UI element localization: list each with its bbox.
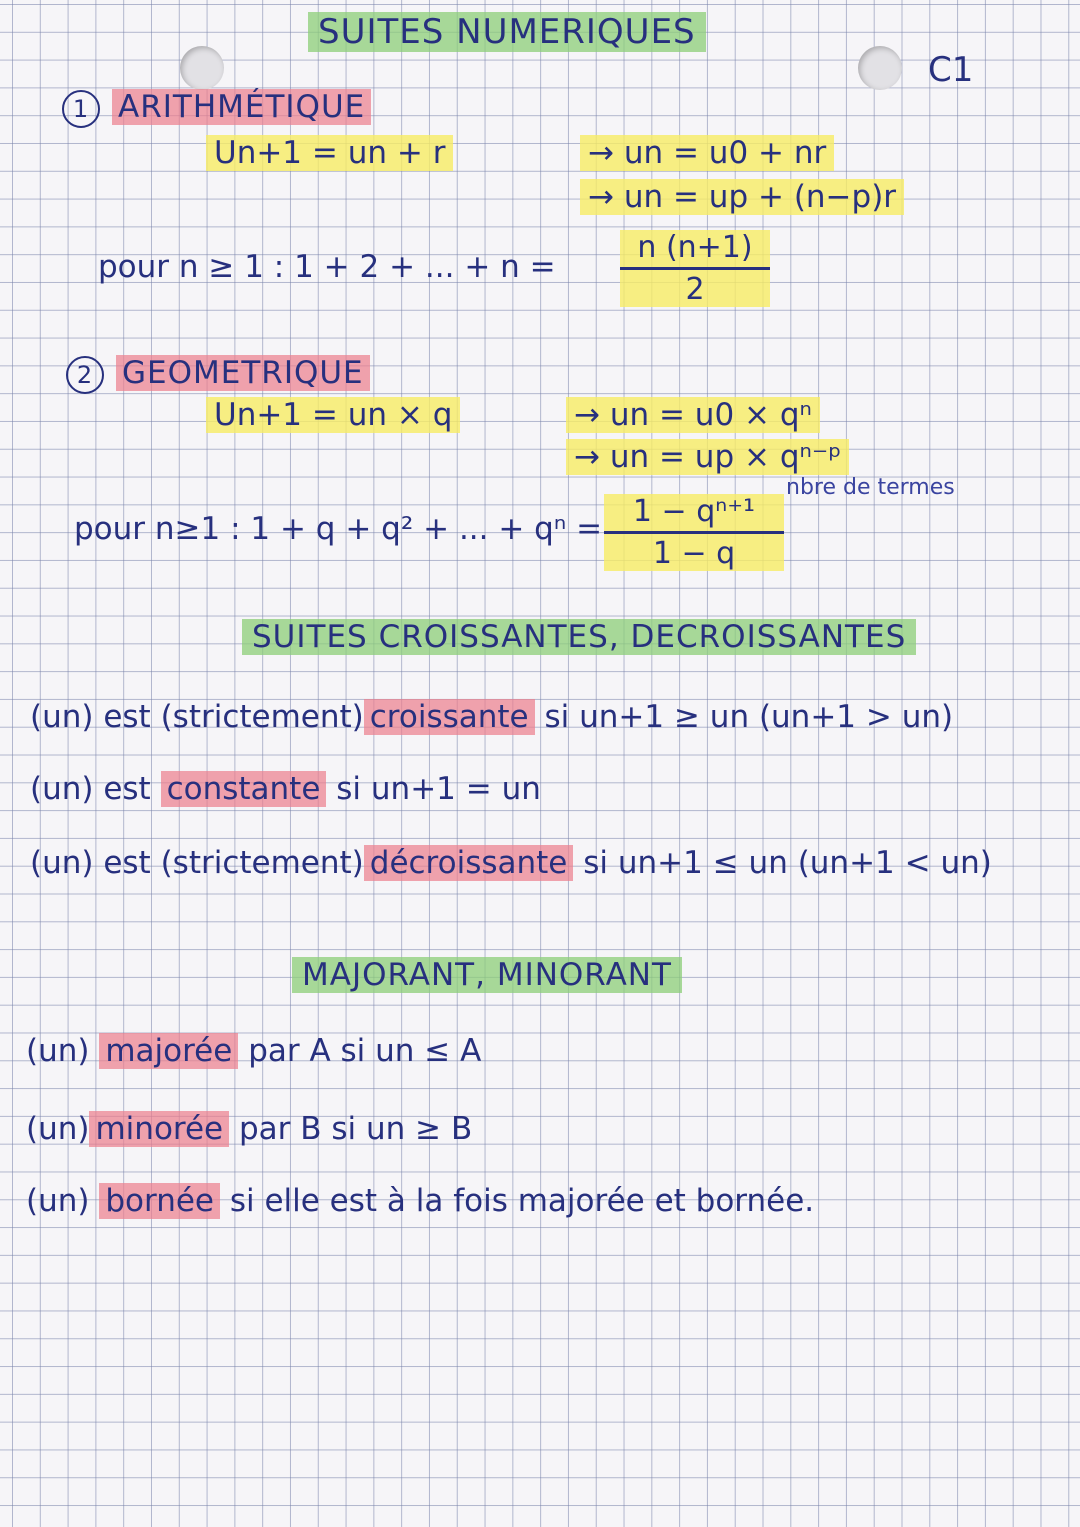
arithmetic-formula-1: → un = u0 + nr <box>580 136 834 170</box>
fraction-numerator: n (n+1) <box>637 230 753 265</box>
fraction-numerator: 1 − qⁿ⁺¹ <box>632 494 756 529</box>
geometric-formula-1: → un = u0 × qⁿ <box>566 398 820 432</box>
monotony-line-increasing: (un) est (strictement) croissante si un+1 ≥ un (un+1 > un) <box>30 699 954 735</box>
corner-label: C1 <box>928 50 974 90</box>
fraction-bar <box>604 531 784 534</box>
bounds-line-majoree: (un) majorée par A si un ≤ A <box>26 1033 482 1069</box>
geometric-formula-2: → un = up × qⁿ⁻ᵖ <box>566 440 849 474</box>
fraction-bar <box>620 267 770 270</box>
bounds-line-minoree: (un) minorée par B si un ≥ B <box>26 1111 473 1147</box>
arithmetic-definition: Un+1 = un + r <box>206 136 453 170</box>
bounds-heading: MAJORANT, MINORANT <box>292 958 682 992</box>
bounds-line-bornee: (un) bornée si elle est à la fois majorée et bornée. <box>26 1183 815 1219</box>
geometric-note: nbre de termes <box>786 475 955 500</box>
section-number-1: 1 <box>62 90 100 128</box>
monotony-heading: SUITES CROISSANTES, DECROISSANTES <box>242 620 916 654</box>
monotony-line-constant: (un) est constante si un+1 = un <box>30 771 541 807</box>
section-number-2: 2 <box>66 356 104 394</box>
arithmetic-sum: pour n ≥ 1 : 1 + 2 + ... + n = <box>98 249 556 285</box>
geometric-definition: Un+1 = un × q <box>206 398 460 432</box>
fraction-denominator: 2 <box>685 272 705 307</box>
fraction-denominator: 1 − q <box>652 536 736 571</box>
arithmetic-sum-fraction <box>620 230 770 307</box>
geometric-sum-fraction <box>604 494 784 571</box>
geometric-sum: pour n≥1 : 1 + q + q² + ... + qⁿ = <box>74 511 603 547</box>
page-title: SUITES NUMERIQUES <box>308 14 706 51</box>
arithmetic-formula-2: → un = up + (n−p)r <box>580 180 904 214</box>
geometric-heading: 2 GEOMETRIQUE <box>66 356 370 394</box>
punch-hole-right <box>858 46 902 90</box>
arithmetic-heading: 1 ARITHMÉTIQUE <box>62 90 371 128</box>
punch-hole-left <box>180 46 224 90</box>
monotony-line-decreasing: (un) est (strictement) décroissante si un+1 ≤ un (un+1 < un) <box>30 845 992 881</box>
